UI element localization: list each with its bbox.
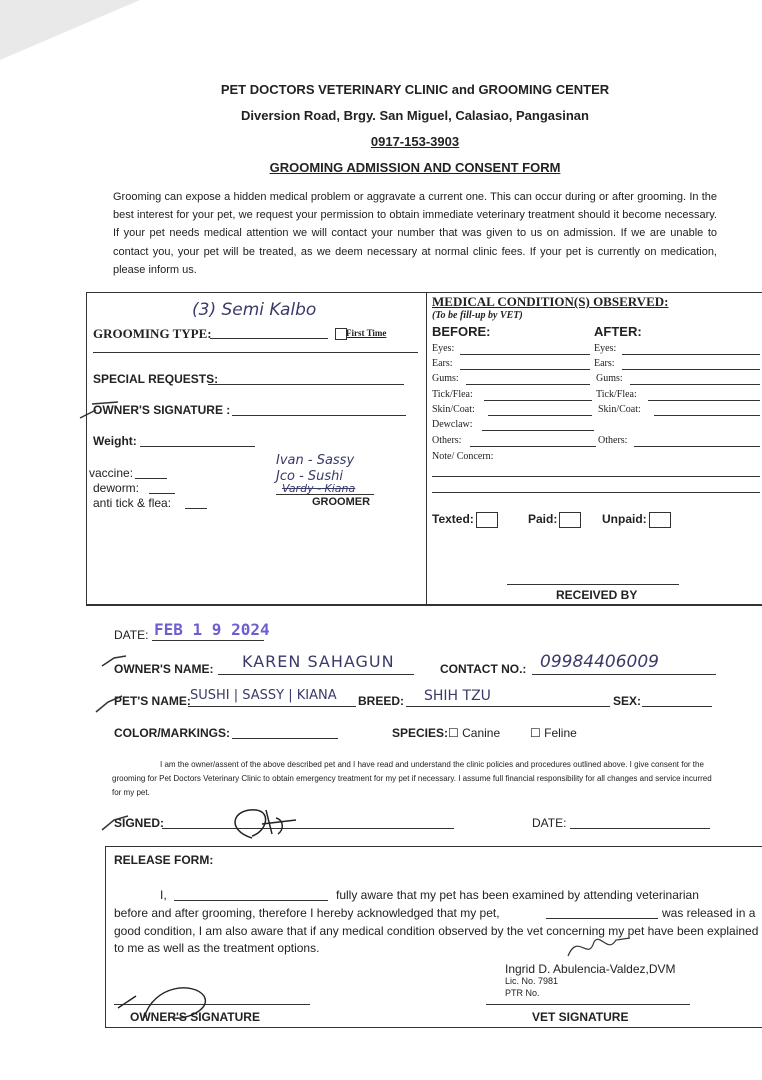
after-ears-line[interactable] <box>622 369 760 370</box>
before-eyes-line[interactable] <box>460 354 590 355</box>
vet-sig-line[interactable] <box>486 1004 690 1005</box>
before-gums-line[interactable] <box>466 384 590 385</box>
owner-name-label: OWNER'S NAME: <box>114 662 214 676</box>
before-tick-line[interactable] <box>484 400 592 401</box>
check-mark-icon <box>100 650 130 670</box>
weight-line[interactable] <box>140 446 255 447</box>
pet-name-label: PET'S NAME: <box>114 694 191 708</box>
release-name-line[interactable] <box>174 900 328 901</box>
release-line2-a: before and after grooming, therefore I hereby acknowledged that my pet, <box>114 906 500 920</box>
after-tick: Tick/Flea: <box>596 389 637 400</box>
check-mark-icon <box>100 810 130 834</box>
before-others: Others: <box>432 435 462 446</box>
canine-checkbox-icon: ☐ <box>448 726 459 740</box>
canine-label: Canine <box>462 726 501 740</box>
note-line-2[interactable] <box>432 492 760 493</box>
clinic-name: PET DOCTORS VETERINARY CLINIC and GROOMING CENTER <box>220 82 610 97</box>
owner-signature-label: OWNER'S SIGNATURE : <box>93 403 231 417</box>
after-ears: Ears: <box>594 358 615 369</box>
grooming-type-extra-line <box>93 352 418 353</box>
groomer-label: GROOMER <box>312 496 371 508</box>
grooming-type-label: GROOMING TYPE: <box>93 326 212 341</box>
intro-paragraph: Grooming can expose a hidden medical problem or aggravate a current one. This can occur during or after grooming. In the best interest for your pet, we request your permission to obtain immediate veterinary treatment should it become necessary. If your pet needs medical attention we will contact your number that was given to us on admission. If we are unable to contact you, your pet will be treated, as we deem necessary at normal clinic fees. If your pet is currently on medication, please inform us. <box>113 191 717 276</box>
vaccine-line[interactable] <box>135 478 167 479</box>
before-dewclaw: Dewclaw: <box>432 419 473 430</box>
unpaid-label: Unpaid: <box>602 512 647 527</box>
after-eyes: Eyes: <box>594 343 617 354</box>
release-pet-line[interactable] <box>546 918 658 919</box>
clinic-address: Diversion Road, Brgy. San Miguel, Calasiao, Pangasinan <box>241 108 589 123</box>
contact-label: CONTACT NO.: <box>440 662 527 676</box>
release-line2-b: was released in a <box>662 906 756 920</box>
species-label: SPECIES: <box>392 726 449 740</box>
note-line-1[interactable] <box>432 476 760 477</box>
deworm-line[interactable] <box>149 493 175 494</box>
sex-label: SEX: <box>613 694 642 708</box>
contact-value: 09984406009 <box>540 652 659 672</box>
special-requests-line[interactable] <box>208 384 404 385</box>
feline-checkbox-icon: ☐ <box>530 726 541 740</box>
breed-label: BREED: <box>358 694 405 708</box>
before-others-line[interactable] <box>470 446 596 447</box>
before-gums: Gums: <box>432 373 459 384</box>
grooming-type-line <box>210 338 328 339</box>
after-skin-line[interactable] <box>654 415 760 416</box>
paid-field <box>528 512 581 528</box>
release-title: RELEASE FORM: <box>114 853 214 867</box>
feline-option[interactable] <box>530 726 577 740</box>
column-divider <box>426 292 427 604</box>
before-ears: Ears: <box>432 358 453 369</box>
owner-sig-label: OWNER'S SIGNATURE <box>130 1010 260 1024</box>
after-gums: Gums: <box>596 373 623 384</box>
breed-value: SHIH TZU <box>424 688 491 704</box>
before-ears-line[interactable] <box>460 369 590 370</box>
release-line1-b: fully aware that my pet has been examined by attending veterinarian <box>336 888 699 902</box>
release-line1-a: I, <box>160 888 167 902</box>
groomer-note-2: Jco - Sushi <box>276 469 344 484</box>
vet-signature-drawing <box>564 928 634 964</box>
pet-name-value: SUSHI | SASSY | KIANA <box>190 688 337 703</box>
section-bottom-rule <box>86 604 762 606</box>
vet-sig-label: VET SIGNATURE <box>532 1010 629 1024</box>
date-label: DATE: <box>114 628 149 642</box>
date2-label: DATE: <box>532 816 567 830</box>
texted-field <box>432 512 498 528</box>
deworm-label: deworm: <box>93 481 140 495</box>
owner-signature-drawing <box>222 800 302 846</box>
date2-line[interactable] <box>570 828 710 829</box>
date-line[interactable] <box>152 640 264 641</box>
weight-label: Weight: <box>93 434 137 448</box>
pet-name-line[interactable] <box>188 706 356 707</box>
release-line3: good condition, I am also aware that if any medical condition observed by the vet concerning my pet have been explained to me as well as the treatment options. <box>114 924 759 955</box>
vaccine-label: vaccine: <box>89 466 134 480</box>
before-skin-line[interactable] <box>488 415 592 416</box>
groomer-note-3: Vardy - Kiana <box>282 482 356 495</box>
texted-label: Texted: <box>432 512 474 527</box>
canine-option[interactable] <box>448 726 500 740</box>
note-label: Note/ Concern: <box>432 451 494 462</box>
vet-name: Ingrid D. Abulencia-Valdez,DVM <box>505 962 676 976</box>
color-label: COLOR/MARKINGS: <box>114 726 230 740</box>
after-gums-line[interactable] <box>630 384 760 385</box>
owner-name-value: KAREN SAHAGUN <box>242 652 395 671</box>
antitick-label: anti tick & flea: <box>93 496 172 510</box>
owner-signature-line[interactable] <box>232 415 406 416</box>
signed-label: SIGNED: <box>114 816 165 830</box>
check-mark-icon <box>78 398 128 422</box>
vet-license: Lic. No. 7981 <box>505 976 559 986</box>
feline-label: Feline <box>544 726 577 740</box>
vet-ptr: PTR No. <box>505 988 540 998</box>
before-label: BEFORE: <box>432 324 491 339</box>
before-tick: Tick/Flea: <box>432 389 473 400</box>
after-skin: Skin/Coat: <box>598 404 641 415</box>
before-dewclaw-line[interactable] <box>482 430 594 431</box>
grooming-type-value: (3) Semi Kalbo <box>192 300 317 320</box>
consent-text: I am the owner/assent of the above described pet and I have read and understand the clinic policies and procedures outlined above. I give consent for the grooming for Pet Doctors Veterinary Clinic to obtain emergency treatment for my pet if necessary. I assume full financial responsibility for all changes and service incurred for my pet. <box>112 760 712 797</box>
paid-label: Paid: <box>528 512 558 527</box>
date-stamp: FEB 1 9 2024 <box>154 620 270 639</box>
paid-checkbox[interactable] <box>559 512 581 528</box>
clinic-phone: 0917-153-3903 <box>370 134 460 149</box>
before-skin: Skin/Coat: <box>432 404 475 415</box>
medical-title: MEDICAL CONDITION(S) OBSERVED: <box>432 294 669 309</box>
after-label: AFTER: <box>594 324 642 339</box>
before-eyes: Eyes: <box>432 343 455 354</box>
after-others-line[interactable] <box>634 446 760 447</box>
received-by-label: RECEIVED BY <box>556 588 638 602</box>
received-by-line[interactable] <box>507 584 679 585</box>
contact-line[interactable] <box>532 674 716 675</box>
breed-line[interactable] <box>406 706 610 707</box>
after-others: Others: <box>598 435 628 446</box>
antitick-line[interactable] <box>185 508 207 509</box>
owner-name-line[interactable] <box>218 674 414 675</box>
sex-line[interactable] <box>642 706 712 707</box>
special-requests-label: SPECIAL REQUESTS: <box>93 372 219 386</box>
groomer-note-1: Ivan - Sassy <box>276 453 355 468</box>
after-eyes-line[interactable] <box>622 354 760 355</box>
unpaid-checkbox[interactable] <box>649 512 671 528</box>
form-title: GROOMING ADMISSION AND CONSENT FORM <box>269 160 561 175</box>
unpaid-field <box>602 512 671 528</box>
first-time-label: First Time <box>346 328 387 338</box>
after-tick-line[interactable] <box>648 400 760 401</box>
texted-checkbox[interactable] <box>476 512 498 528</box>
medical-subtitle: (To be fill-up by VET) <box>432 310 523 321</box>
check-mark-icon <box>94 690 124 716</box>
signed-line[interactable] <box>162 828 454 829</box>
groomer-line <box>276 494 374 495</box>
color-line[interactable] <box>232 738 338 739</box>
